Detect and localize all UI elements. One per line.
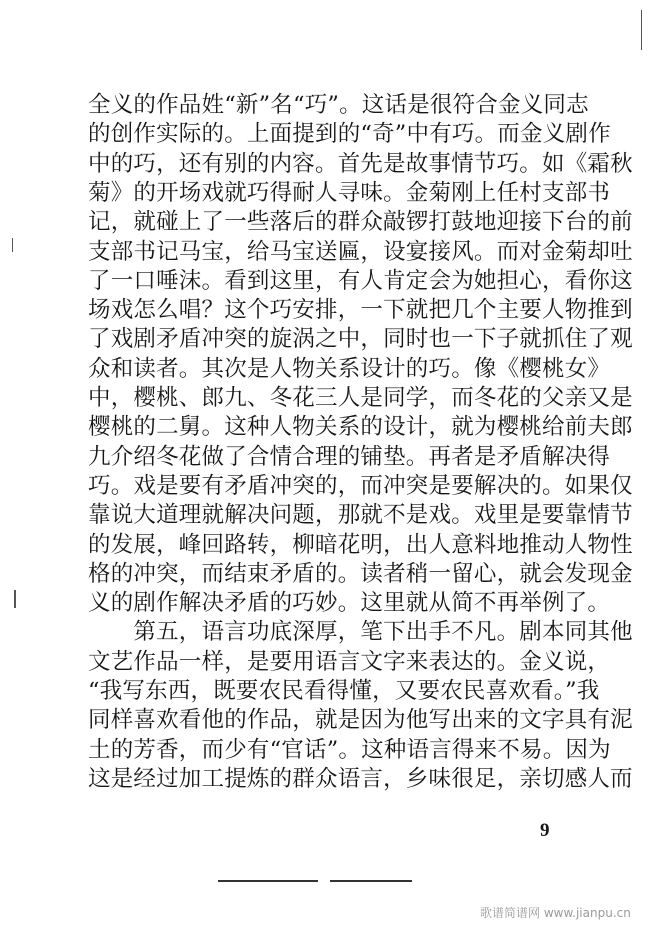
text-line: 场戏怎么唱？这个巧安排，一下就把几个主要人物推到 (88, 297, 633, 324)
page-number: 9 (540, 820, 550, 841)
text-line: 全义的作品姓“新”名“巧”。这话是很符合金义同志 (88, 92, 589, 118)
text-line: 众和读者。其次是人物关系设计的巧。像《樱桃女》 (88, 355, 611, 382)
bottom-rule-left (218, 880, 318, 882)
text-line: 的创作实际的。上面提到的“奇”中有巧。而金义剧作 (88, 121, 611, 148)
watermark: 歌谱简谱网 www.jianpu.cn (480, 906, 631, 920)
text-line: 九介绍冬花做了合情合理的铺垫。再者是矛盾解决得 (88, 443, 611, 470)
text-line: 的发展，峰回路转，柳暗花明，出人意料地推动人物性 (88, 531, 633, 558)
binding-mark-lower (14, 590, 16, 608)
text-line: 了一口唾沫。看到这里，有人肯定会为她担心，看你这 (88, 267, 633, 294)
binding-mark-top (641, 10, 642, 50)
text-line: 樱桃的二舅。这种人物关系的设计，就为樱桃给前夫郎 (88, 414, 633, 441)
text-line: 第五，语言功底深厚，笔下出手不凡。剧本同其他 (88, 619, 633, 646)
text-line: 格的冲突，而结束矛盾的。读者稍一留心，就会发现金 (88, 560, 633, 587)
text-line: “我写东西，既要农民看得懂，又要农民喜欢看。”我 (88, 678, 600, 704)
text-line: 支部书记马宝，给马宝送匾，设宴接风。而对金菊却吐 (88, 238, 633, 265)
text-line: 中的巧，还有别的内容。首先是故事情节巧。如《霜秋 (88, 150, 633, 177)
text-line: 靠说大道理就解决问题，那就不是戏。戏里是要靠情节 (88, 502, 633, 529)
text-line: 土的芳香，而少有“官话”。这种语言得来不易。因为 (88, 736, 611, 763)
text-line: 义的剧作解决矛盾的巧妙。这里就从简不再举例了。 (88, 590, 611, 617)
text-line: 巧。戏是要有矛盾冲突的，而冲突是要解决的。如果仅 (88, 472, 633, 499)
binding-mark-middle (12, 238, 13, 252)
text-line: 这是经过加工提炼的群众语言，乡味很足，亲切感人而 (88, 765, 633, 792)
text-line: 了戏剧矛盾冲突的旋涡之中，同时也一下子就抓住了观 (88, 326, 633, 353)
bottom-rule-right (330, 880, 412, 882)
text-line: 文艺作品一样，是要用语言文字来表达的。金义说， (88, 648, 611, 675)
text-line: 菊》的开场戏就巧得耐人寻味。金菊刚上任村支部书 (88, 179, 611, 206)
text-line: 记，就碰上了一些落后的群众敲锣打鼓地迎接下台的前 (88, 209, 633, 236)
text-line: 中，樱桃、郎九、冬花三人是同学，而冬花的父亲又是 (88, 385, 633, 411)
text-line: 同样喜欢看他的作品，就是因为他写出来的文字具有泥 (88, 707, 633, 734)
